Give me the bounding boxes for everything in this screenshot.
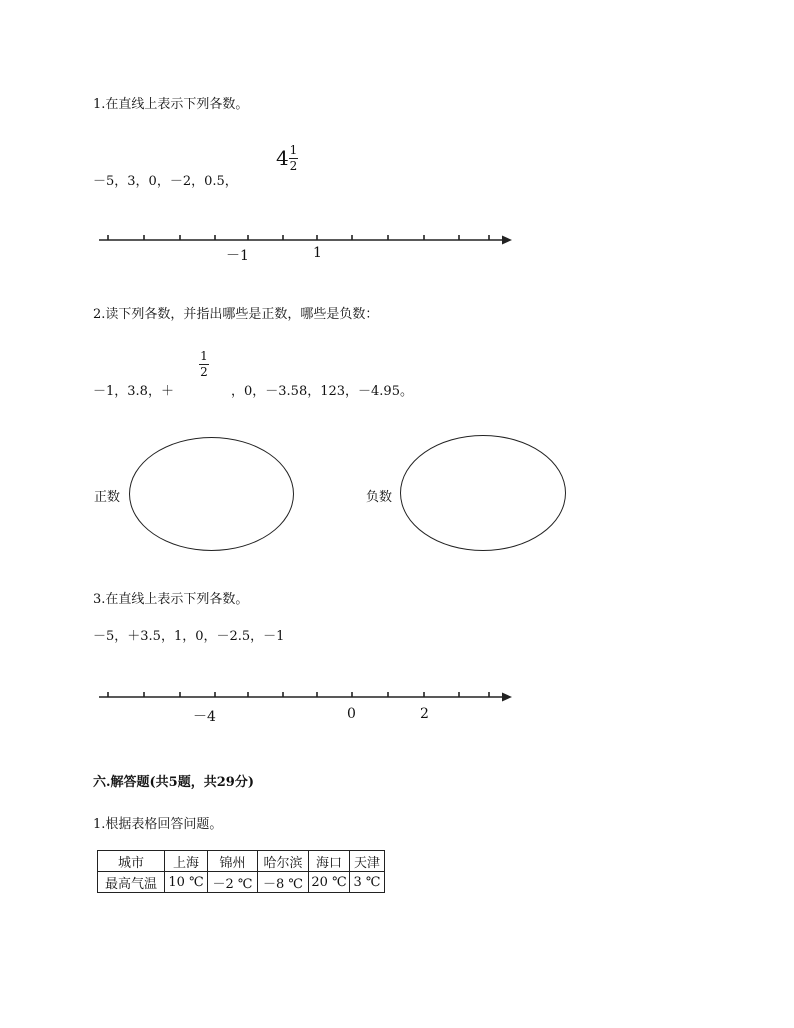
- table-cell: 哈尔滨: [258, 851, 309, 872]
- axis-label-2: 2: [420, 706, 429, 722]
- arrow-head-1: [502, 236, 512, 245]
- table-cell: 城市: [98, 851, 165, 872]
- negative-label: 负数: [366, 490, 393, 505]
- positive-oval: [129, 437, 294, 551]
- question-2-fraction: [199, 350, 209, 379]
- table-cell: 海口: [309, 851, 350, 872]
- arrow-head-2: [502, 693, 512, 702]
- question-1-numbers: －5，3，0，－2，0.5，: [93, 174, 238, 189]
- section-6-heading: 六.解答题(共5题，共29分): [93, 775, 254, 790]
- question-3-numbers: －5，＋3.5，1，0，－2.5，－1: [93, 629, 285, 644]
- question-2-numbers-after: ，0，－3.58，123，－4.95。: [231, 384, 413, 399]
- fraction-denominator: 2: [289, 159, 298, 173]
- question-1-title: 1.在直线上表示下列各数。: [93, 97, 249, 112]
- axis-label-1: 1: [313, 245, 322, 261]
- table-cell: 10 ℃: [165, 872, 208, 893]
- table-header-row: [98, 851, 385, 872]
- table-cell: 天津: [350, 851, 385, 872]
- positive-label: 正数: [94, 490, 121, 505]
- mixed-number-whole: 4: [276, 146, 289, 170]
- fraction-denominator: 2: [200, 365, 208, 379]
- axis-label-neg-4: －4: [193, 709, 216, 725]
- table-cell: 锦州: [208, 851, 258, 872]
- axis-label-neg-1: －1: [226, 248, 249, 264]
- question-2-numbers-before: －1，3.8，＋: [93, 384, 174, 399]
- number-line-1: [99, 235, 505, 240]
- axis-label-0: 0: [347, 706, 356, 722]
- temperature-table: [97, 850, 385, 893]
- question-3-title: 3.在直线上表示下列各数。: [93, 592, 249, 607]
- fraction-numerator: 1: [289, 143, 298, 157]
- table-cell: －8 ℃: [258, 872, 309, 893]
- question-2-title: 2.读下列各数，并指出哪些是正数，哪些是负数：: [93, 307, 379, 322]
- table-cell: 20 ℃: [309, 872, 350, 893]
- number-line-2: [99, 692, 505, 697]
- table-cell: 3 ℃: [350, 872, 385, 893]
- negative-oval: [400, 435, 566, 551]
- table-cell: －2 ℃: [208, 872, 258, 893]
- fraction-numerator: 1: [200, 349, 208, 363]
- section-6-question-1-title: 1.根据表格回答问题。: [93, 817, 223, 832]
- table-cell: 上海: [165, 851, 208, 872]
- table-row: [98, 872, 385, 893]
- table-cell: 最高气温: [98, 872, 165, 893]
